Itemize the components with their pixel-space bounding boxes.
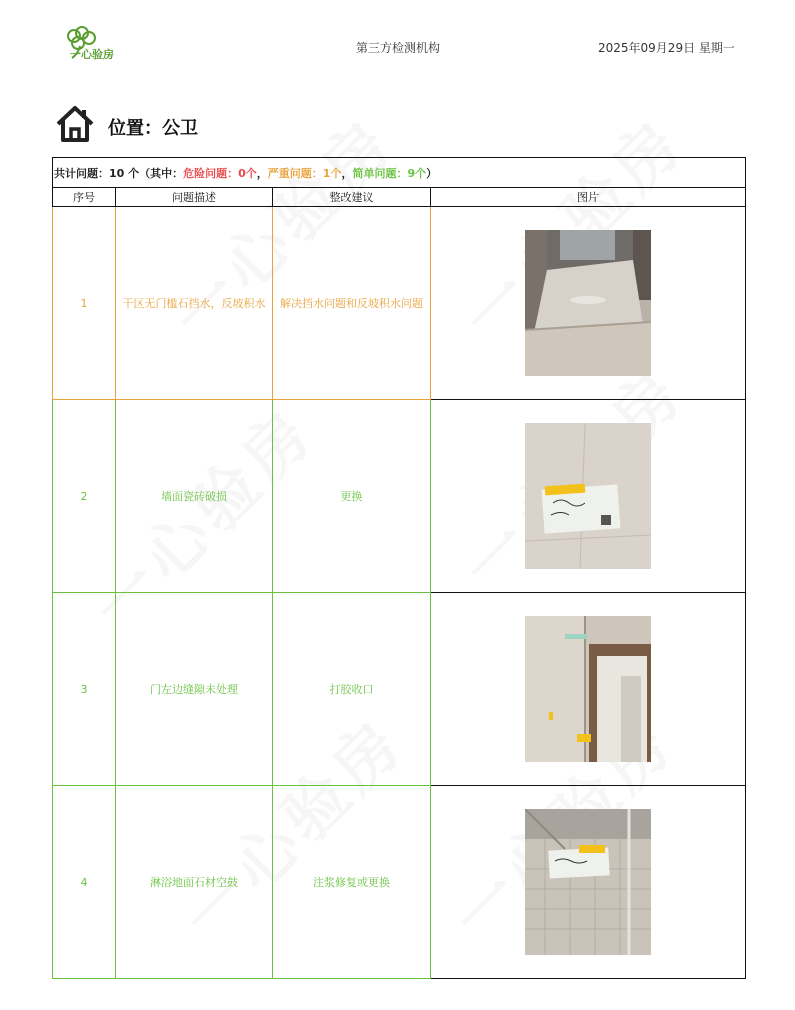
summary-row (53, 158, 746, 188)
row-advice: 更换 (273, 400, 431, 593)
row-photo-cell (431, 207, 746, 400)
column-header-index: 序号 (53, 188, 116, 207)
issue-photo[interactable] (525, 230, 651, 376)
row-photo-cell (431, 593, 746, 786)
table-row (53, 400, 746, 593)
house-icon (54, 104, 96, 148)
header-org-title: 第三方检测机构 (356, 41, 441, 55)
column-header-photo: 图片 (431, 188, 746, 207)
issue-photo[interactable] (525, 616, 651, 762)
summary-separator: ， (341, 166, 353, 180)
row-index: 2 (53, 400, 116, 593)
location-title: 位置：公卫 (108, 118, 198, 139)
row-photo-cell (431, 786, 746, 979)
row-description: 干区无门槛石挡水，反坡积水 (116, 207, 273, 400)
table-row (53, 593, 746, 786)
issue-photo[interactable] (525, 809, 651, 955)
row-index: 3 (53, 593, 116, 786)
summary-prefix: 共计问题：10 个（其中： (54, 166, 184, 180)
row-index: 4 (53, 786, 116, 979)
row-advice: 解决挡水问题和反坡积水问题 (273, 207, 431, 400)
row-photo-cell (431, 400, 746, 593)
column-header-advice: 整改建议 (273, 188, 431, 207)
brand-name: 一心验房 (70, 48, 114, 61)
summary-serious-count: 严重问题：1个 (267, 166, 342, 180)
header-date: 2025年09月29日 星期一 (598, 41, 735, 55)
column-header-description: 问题描述 (116, 188, 273, 207)
row-description: 墙面瓷砖破损 (116, 400, 273, 593)
row-index: 1 (53, 207, 116, 400)
table-row (53, 207, 746, 400)
page-header (0, 0, 795, 80)
summary-suffix: ） (426, 166, 438, 180)
issues-table (52, 157, 746, 979)
table-row (53, 786, 746, 979)
issue-summary (53, 158, 746, 188)
summary-danger-count: 危险问题：0个 (183, 166, 257, 180)
summary-simple-count: 简单问题：9个 (352, 166, 427, 180)
table-header-row (53, 188, 746, 207)
summary-separator: ， (256, 166, 268, 180)
row-description: 淋浴地面石材空鼓 (116, 786, 273, 979)
row-description: 门左边缝隙未处理 (116, 593, 273, 786)
row-advice: 打胶收口 (273, 593, 431, 786)
row-advice: 注浆修复或更换 (273, 786, 431, 979)
issue-photo[interactable] (525, 423, 651, 569)
